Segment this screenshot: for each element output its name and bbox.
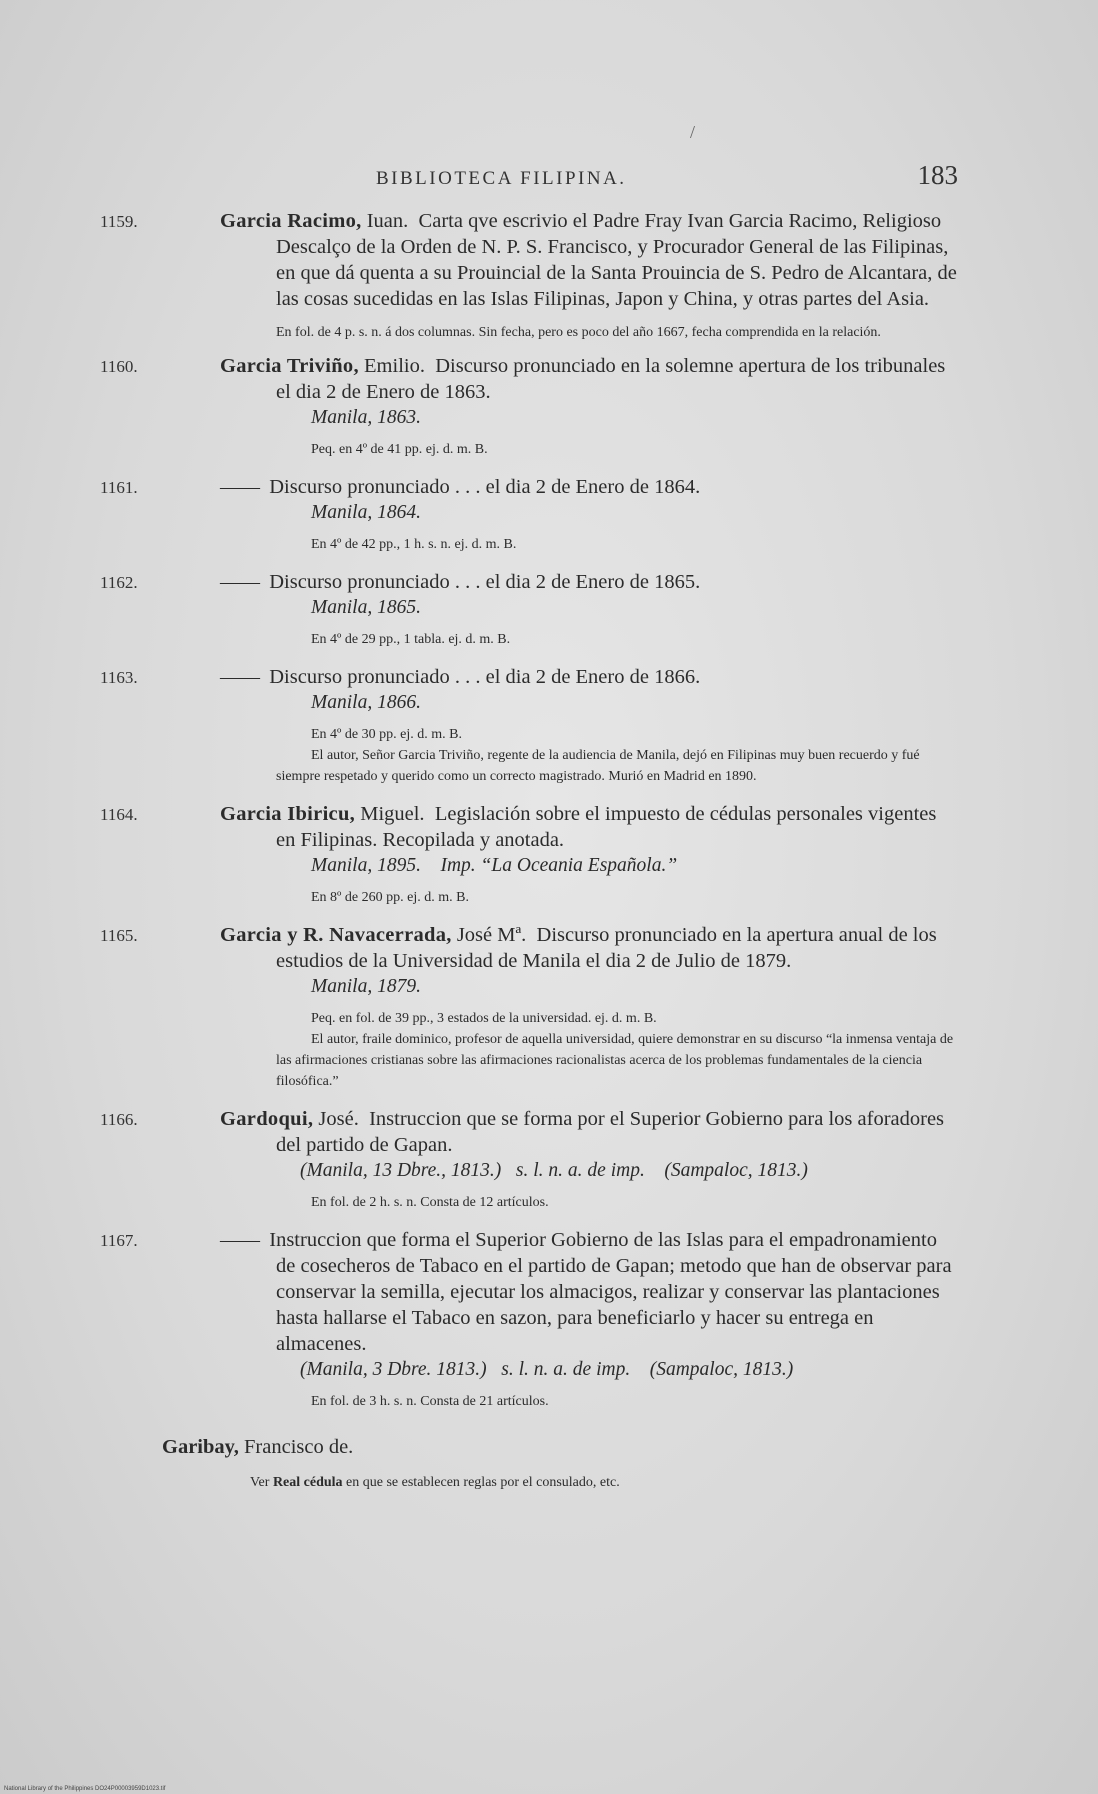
- entry-number: 1167.: [100, 1231, 138, 1250]
- entry-note: En 4º de 29 pp., 1 tabla. ej. d. m. B.: [311, 632, 511, 647]
- entry-note: En fol. de 4 p. s. n. á dos columnas. Sin fecha, pero es poco del año 1667, fecha comprendida en la relación.: [276, 325, 881, 340]
- entry-author: Gardoqui,: [220, 1108, 314, 1130]
- entry-1161: [100, 474, 960, 555]
- entry-title: Discurso pronunciado . . . el dia 2 de Enero de 1864.: [269, 476, 701, 498]
- entry-author-name: Emilio.: [358, 355, 425, 377]
- entry-number: 1162.: [100, 573, 138, 592]
- entry-author: Garibay,: [162, 1436, 239, 1458]
- entry-number: 1164.: [100, 805, 138, 824]
- entry-author: Garcia y R. Navacerrada,: [220, 924, 452, 946]
- ditto-dash: ——: [220, 476, 259, 498]
- entry-1166: [100, 1106, 960, 1213]
- entry-number: 1160.: [100, 357, 138, 376]
- entry-title: Discurso pronunciado . . . el dia 2 de Enero de 1865.: [269, 571, 701, 593]
- ditto-dash: ——: [220, 571, 259, 593]
- page-number: 183: [917, 160, 958, 190]
- entry-note: En fol. de 2 h. s. n. Consta de 12 artículos.: [311, 1195, 549, 1210]
- entry-imprint: Manila, 1866.: [311, 692, 421, 713]
- entry-author: Garcia Ibiricu,: [220, 803, 356, 825]
- entry-note: En 4º de 30 pp. ej. d. m. B.: [311, 727, 462, 742]
- entry-author-name: Iuan.: [361, 210, 409, 232]
- entry-imprint: Manila, 1863.: [311, 407, 421, 428]
- stray-mark: /: [690, 122, 696, 142]
- entry-1159: [100, 208, 960, 343]
- entry-1164: [100, 801, 960, 908]
- entry-note: Peq. en fol. de 39 pp., 3 estados de la universidad. ej. d. m. B.: [311, 1011, 657, 1026]
- cross-reference: Real cédula: [272, 1475, 343, 1490]
- entry-number: 1163.: [100, 668, 138, 687]
- entry-title: Carta qve escrivio el Padre Fray Ivan Garcia Racimo, Religioso Descalço de la Orden de N. P. S. Francisco, y Procurador General de las Filipinas, en que dá quenta a su Prouincial de la Santa Prouincia de S. Pedro de Alcantara, de las cosas sucedidas en las Islas Filipinas, Japon y China, y otras partes del Asia.: [276, 210, 957, 310]
- scan-footer: National Library of the Philippines DO24P00003959D1023.tif: [4, 1786, 166, 1792]
- entry-imprint-place: (Sampaloc, 1813.): [664, 1160, 808, 1181]
- entry-imprint: Manila, 1865.: [311, 597, 421, 618]
- entry-printer: Imp. “La Oceania Española.”: [440, 855, 678, 876]
- entry-author-name: José Mª.: [451, 924, 527, 946]
- entry-imprint: (Manila, 3 Dbre. 1813.): [300, 1359, 487, 1380]
- entry-note: En fol. de 3 h. s. n. Consta de 21 artículos.: [311, 1394, 549, 1409]
- entry-number: 1161.: [100, 478, 138, 497]
- entry-1163: [100, 664, 960, 787]
- entry-imprint: Manila, 1879.: [311, 976, 421, 997]
- ditto-dash: ——: [220, 666, 259, 688]
- entry-1167: [100, 1227, 960, 1412]
- entry-number: 1159.: [100, 212, 138, 231]
- running-title: BIBLIOTECA FILIPINA.: [376, 168, 627, 189]
- entry-title: Legislación sobre el impuesto de cédulas personales vigentes en Filipinas. Recopilada y anotada.: [276, 803, 937, 851]
- entry-imprint-sn: s. l. n. a. de imp.: [501, 1359, 631, 1380]
- entry-imprint-place: (Sampaloc, 1813.): [649, 1359, 794, 1380]
- entry-number: 1165.: [100, 926, 138, 945]
- entry-note: En 8º de 260 pp. ej. d. m. B.: [311, 890, 469, 905]
- entry-imprint: (Manila, 13 Dbre., 1813.): [300, 1160, 502, 1181]
- page-header: [150, 160, 958, 200]
- entry-number: 1166.: [100, 1110, 138, 1129]
- entry-note: Ver Real cédula en que se establecen reglas por el consulado, etc.: [250, 1475, 620, 1490]
- entry-title: Instruccion que se forma por el Superior Gobierno para los aforadores del partido de Gapan.: [276, 1108, 945, 1156]
- ditto-dash: ——: [220, 1229, 259, 1251]
- entry-annotation: El autor, fraile dominico, profesor de aquella universidad, quiere demonstrar en su discurso “la inmensa ventaja de las afirmaciones cristianas sobre las afirmaciones racionalistas acerca de los problemas fundamentales de la ciencia filosófica.”: [276, 1032, 954, 1089]
- entry-author-name: José.: [313, 1108, 359, 1130]
- entry-imprint: Manila, 1895.: [311, 855, 421, 876]
- entry-garibay: [100, 1434, 960, 1493]
- entry-note: En 4º de 42 pp., 1 h. s. n. ej. d. m. B.: [311, 537, 517, 552]
- entry-imprint: Manila, 1864.: [311, 502, 421, 523]
- entry-author: Garcia Triviño,: [220, 355, 359, 377]
- entry-author-name: Miguel.: [355, 803, 425, 825]
- entry-1162: [100, 569, 960, 650]
- entry-title: Discurso pronunciado en la apertura anual de los estudios de la Universidad de Manila el dia 2 de Julio de 1879.: [276, 924, 937, 972]
- entry-1165: [100, 922, 960, 1092]
- bibliography-entries: [100, 208, 960, 1493]
- entry-author: Garcia Racimo,: [220, 210, 362, 232]
- entry-note: Peq. en 4º de 41 pp. ej. d. m. B.: [311, 442, 488, 457]
- entry-title: Discurso pronunciado . . . el dia 2 de Enero de 1866.: [269, 666, 701, 688]
- entry-title: Discurso pronunciado en la solemne apertura de los tribunales el dia 2 de Enero de 1863.: [276, 355, 946, 403]
- entry-title: Instruccion que forma el Superior Gobierno de las Islas para el empadronamiento de cosecheros de Tabaco en el partido de Gapan; metodo que han de observar para conservar la semilla, ejecutar los almacigos, realizar y conservar las plantaciones hasta hallarse el Tabaco en sazon, para beneficiarlo y hacer su entrega en almacenes.: [269, 1229, 952, 1355]
- entry-annotation: El autor, Señor Garcia Triviño, regente de la audiencia de Manila, dejó en Filipinas muy buen recuerdo y fué siempre respetado y querido como un correcto magistrado. Murió en Madrid en 1890.: [276, 748, 920, 784]
- entry-author-name: Francisco de.: [238, 1436, 354, 1458]
- entry-1160: [100, 353, 960, 460]
- entry-imprint-sn: s. l. n. a. de imp.: [515, 1160, 645, 1181]
